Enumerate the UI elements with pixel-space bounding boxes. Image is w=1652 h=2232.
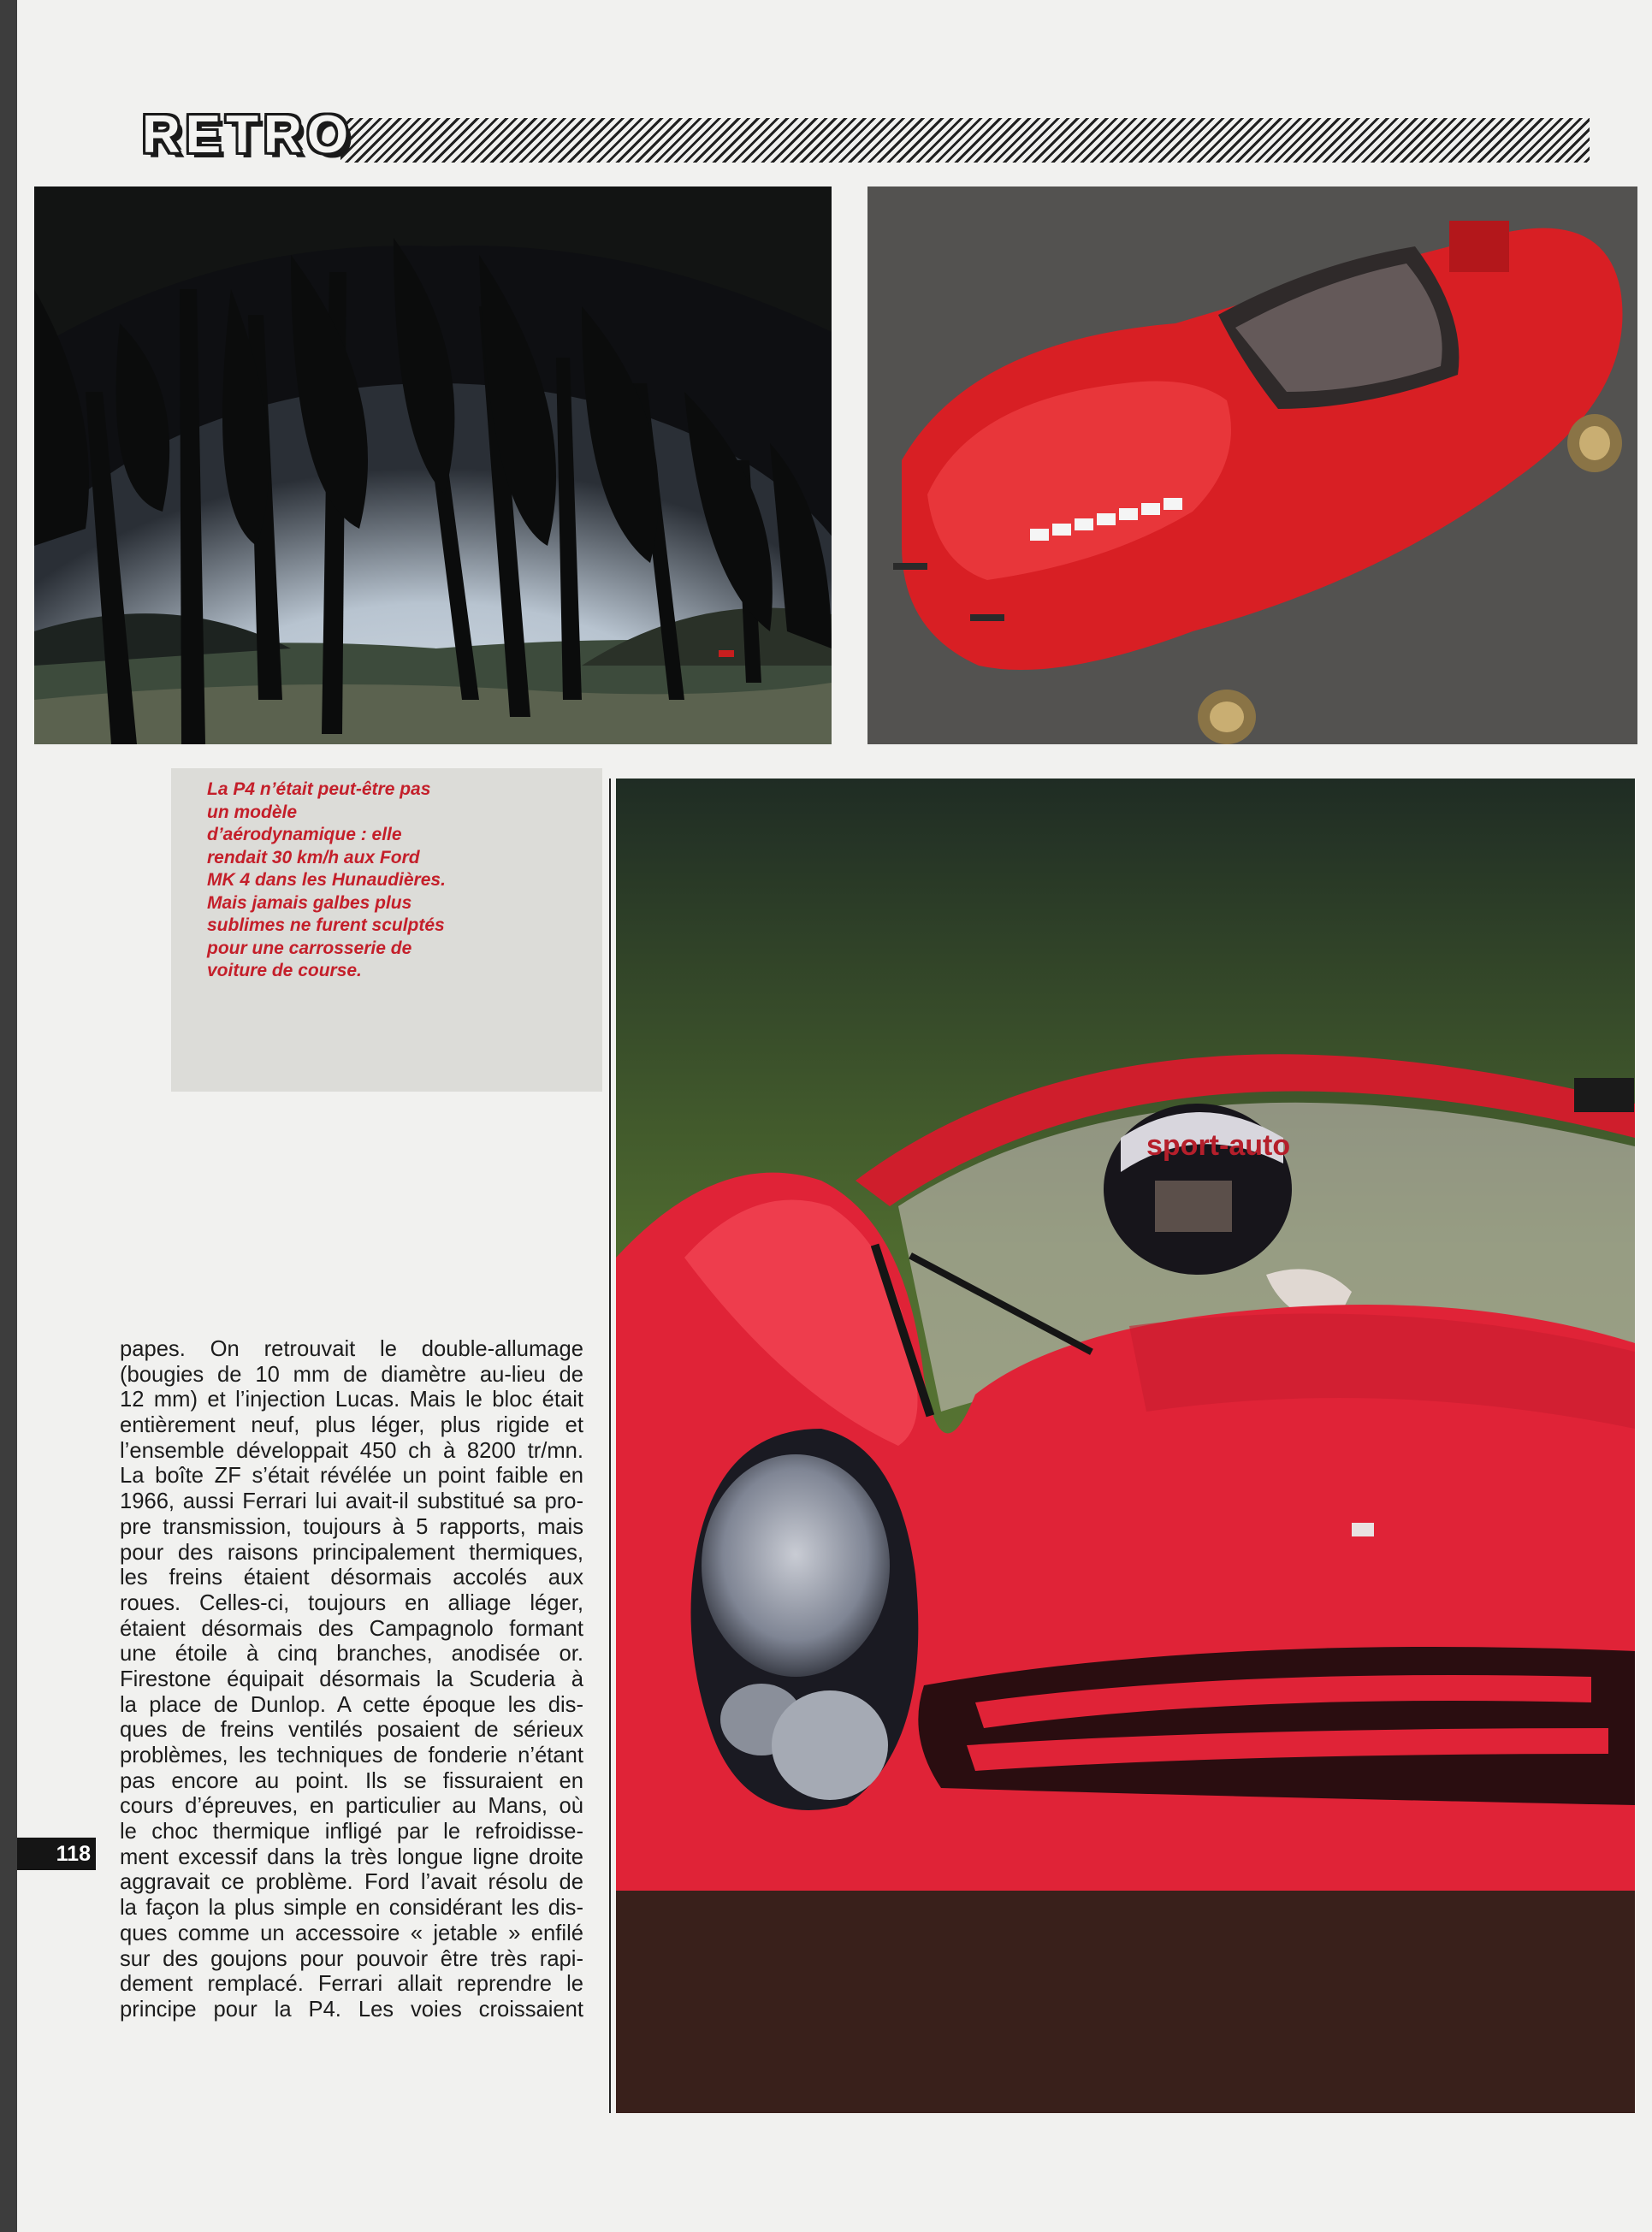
body-line: l’ensemble développait 450 ch à 8200 tr/mn. bbox=[120, 1438, 583, 1463]
body-line: ment excessif dans la très longue ligne droite bbox=[120, 1844, 583, 1869]
body-line: entièrement neuf, plus léger, plus rigide et bbox=[120, 1413, 583, 1438]
body-line: dement remplacé. Ferrari allait reprendre le bbox=[120, 1972, 583, 1997]
book-spine bbox=[0, 0, 17, 2232]
body-line: sur des goujons pour pouvoir être très rapi- bbox=[120, 1946, 583, 1971]
body-line: problèmes, les techniques de fonderie n’étant bbox=[120, 1744, 583, 1767]
red-car-top-view-photo bbox=[867, 186, 1637, 744]
page-number: 118 bbox=[17, 1838, 96, 1870]
body-line: étaient désormais des Campagnolo formant bbox=[120, 1616, 583, 1641]
body-line: aggravait ce problème. Ford l’avait résolu de bbox=[120, 1870, 583, 1895]
body-line: pour des raisons principalement thermiques, bbox=[120, 1540, 583, 1565]
body-line: 12 mm) et l’injection Lucas. Mais le bloc était bbox=[120, 1388, 583, 1412]
body-line: principe pour la P4. Les voies croissaient bbox=[120, 1997, 583, 2022]
body-line: (bougies de 10 mm de diamètre au-lieu de bbox=[120, 1362, 583, 1387]
body-line: pas encore au point. Ils se fissuraient en bbox=[120, 1768, 583, 1793]
body-line: ques de freins ventilés posaient de sérieux bbox=[120, 1718, 583, 1743]
body-line: la façon la plus simple en considérant les dis- bbox=[120, 1896, 583, 1921]
forest-circuit-photo bbox=[34, 186, 832, 744]
header-hatch-band bbox=[340, 118, 1590, 163]
section-header bbox=[127, 103, 1581, 168]
body-line: La boîte ZF s’était révélée un point faible en bbox=[120, 1464, 583, 1489]
body-line: papes. On retrouvait le double-allumage bbox=[120, 1337, 583, 1361]
body-line: le choc thermique infligé par le refroidisse- bbox=[120, 1820, 583, 1844]
body-line: pre transmission, toujours à 5 rapports, mais bbox=[120, 1514, 583, 1539]
body-line: la place de Dunlop. A cette époque les dis- bbox=[120, 1692, 583, 1717]
body-line: les freins étaient désormais accolés aux bbox=[120, 1566, 583, 1590]
helmet-logo: sport-auto bbox=[1146, 1129, 1291, 1162]
caption-box bbox=[171, 768, 602, 1092]
body-line: 1966, aussi Ferrari lui avait-il substitué sa pro- bbox=[120, 1489, 583, 1514]
body-line: roues. Celles-ci, toujours en alliage léger, bbox=[120, 1590, 583, 1615]
red-car-front-driver-photo bbox=[616, 779, 1635, 2113]
column-rule bbox=[609, 779, 611, 2113]
body-line: ques comme un accessoire « jetable » enfilé bbox=[120, 1921, 583, 1945]
body-line: cours d’épreuves, en particulier au Mans, où bbox=[120, 1794, 583, 1819]
section-title: RETRO bbox=[142, 105, 353, 164]
body-line: Firestone équipait désormais la Scuderia à bbox=[120, 1667, 583, 1691]
article-body bbox=[120, 1337, 583, 2023]
photo-caption: La P4 n’était peut-être pas un modèle d’aérodynamique : elle rendait 30 km/h aux Ford MK 4 dans les Hunaudières. Mais jamais galbes plus sublimes ne furent sculptés pour une carrosserie de voiture de course. bbox=[207, 779, 446, 980]
body-line: une étoile à cinq branches, anodisée or. bbox=[120, 1642, 583, 1667]
